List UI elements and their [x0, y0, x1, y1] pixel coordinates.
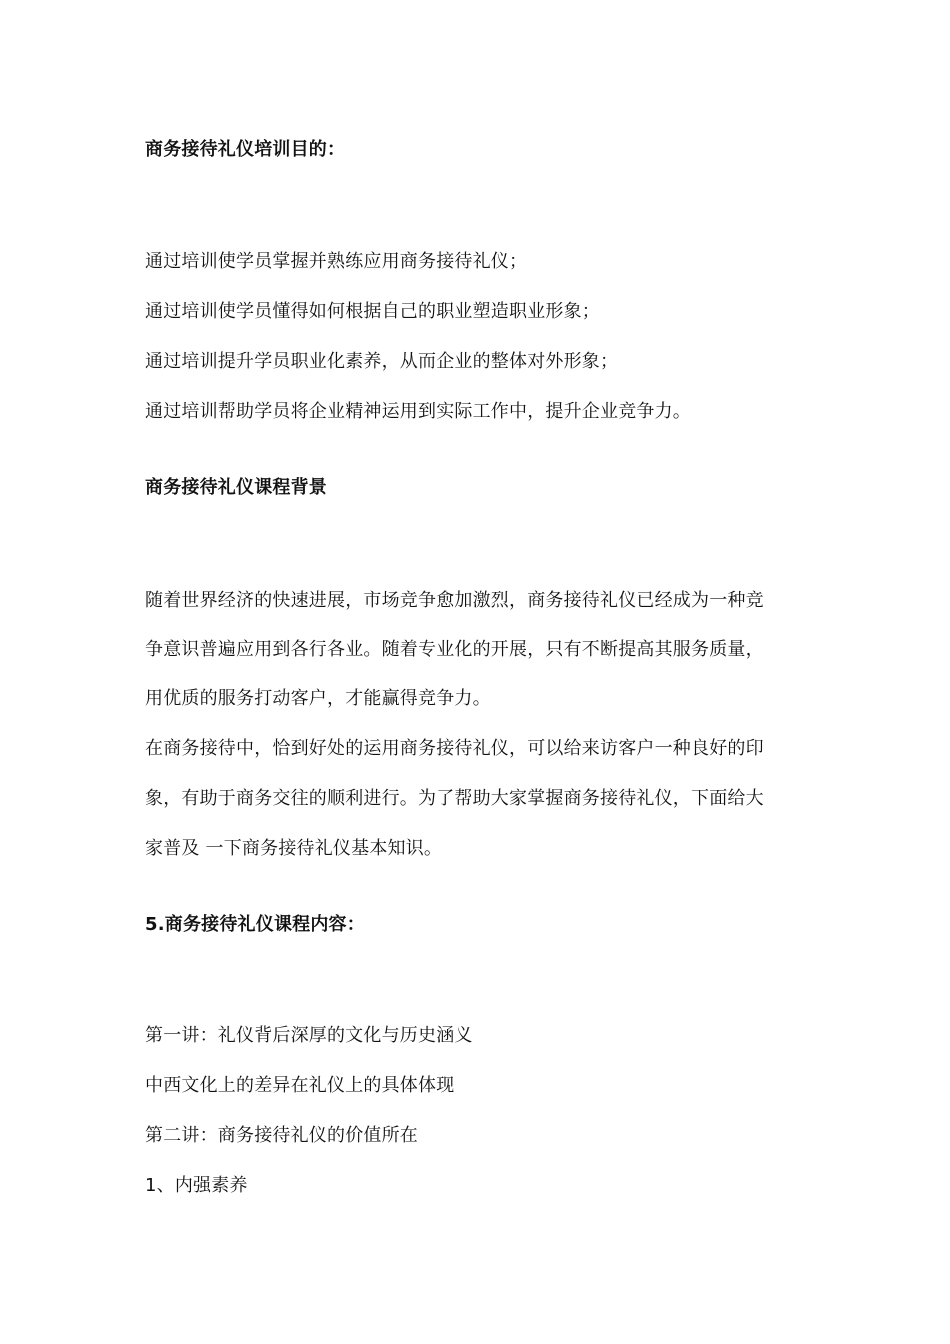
- paragraph-line: 争意识普遍应用到各行各业。随着专业化的开展，只有不断提高其服务质量，: [145, 639, 764, 660]
- paragraph-line: 随着世界经济的快速进展，市场竞争愈加激烈，商务接待礼仪已经成为一种竞: [145, 590, 764, 611]
- section-heading-course-content: 5.商务接待礼仪课程内容：: [145, 914, 365, 935]
- paragraph-line: 象，有助于商务交往的顺利进行。为了帮助大家掌握商务接待礼仪，下面给大: [145, 788, 764, 809]
- paragraph-line: 在商务接待中，恰到好处的运用商务接待礼仪，可以给来访客户一种良好的印: [145, 738, 764, 759]
- paragraph-line: 第一讲：礼仪背后深厚的文化与历史涵义: [145, 1025, 473, 1046]
- paragraph-line: 通过培训提升学员职业化素养，从而企业的整体对外形象；: [145, 351, 619, 372]
- paragraph-line: 用优质的服务打动客户，才能赢得竞争力。: [145, 688, 491, 709]
- list-item: 1、内强素养: [145, 1175, 248, 1196]
- paragraph-line: 通过培训帮助学员将企业精神运用到实际工作中，提升企业竞争力。: [145, 401, 691, 422]
- section-heading-training-purpose: 商务接待礼仪培训目的：: [145, 139, 346, 160]
- paragraph-line: 通过培训使学员懂得如何根据自己的职业塑造职业形象；: [145, 301, 600, 322]
- paragraph-line: 通过培训使学员掌握并熟练应用商务接待礼仪；: [145, 251, 528, 272]
- section-heading-course-background: 商务接待礼仪课程背景: [145, 477, 327, 498]
- paragraph-line: 家普及 一下商务接待礼仪基本知识。: [145, 838, 443, 859]
- paragraph-line: 中西文化上的差异在礼仪上的具体体现: [145, 1075, 455, 1096]
- paragraph-line: 第二讲：商务接待礼仪的价值所在: [145, 1125, 418, 1146]
